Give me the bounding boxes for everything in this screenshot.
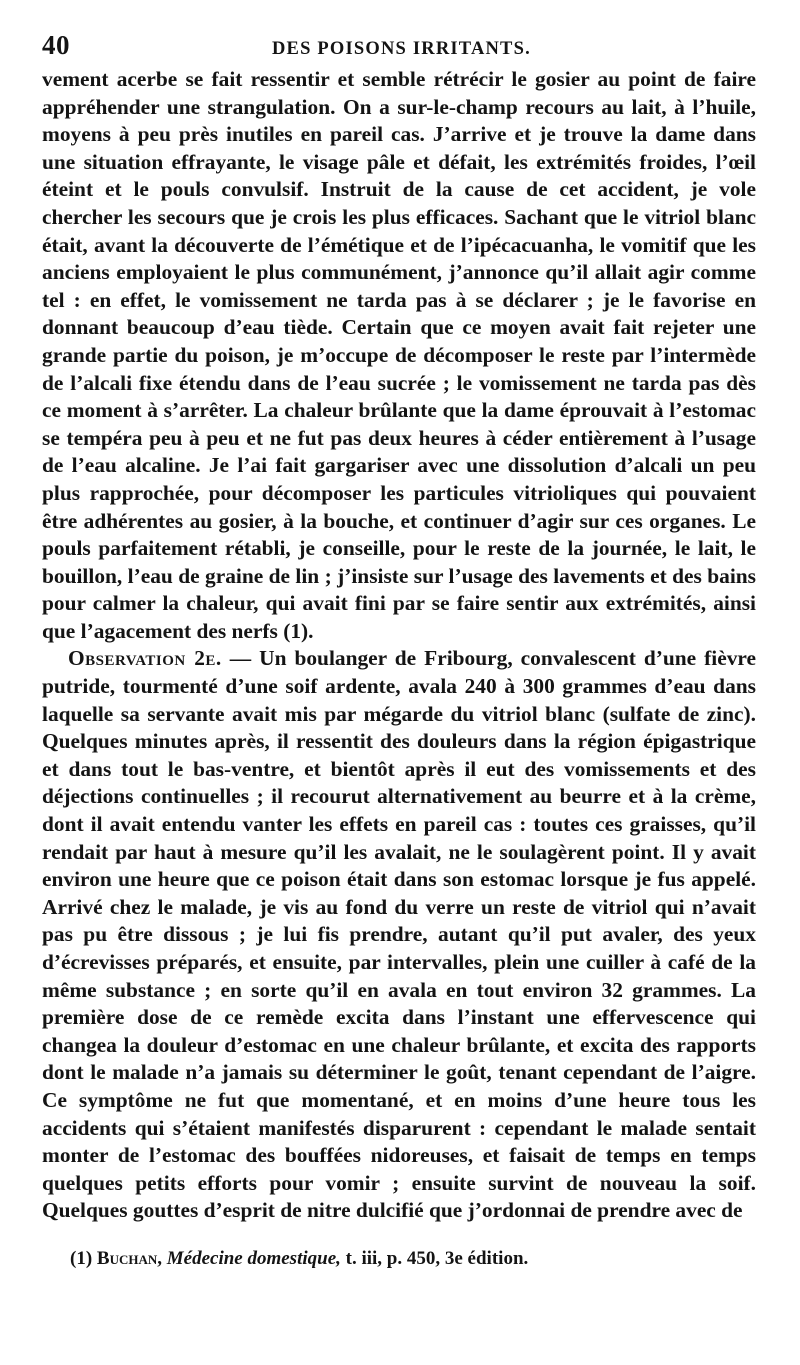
footnote-author: Buchan, [96,1247,162,1269]
page-number: 40 [42,30,70,60]
footnote-separator [42,1225,756,1247]
observation-text: — Un boulanger de Fribourg, convalescent d’une fièvre putride, tourmenté d’une soif ardente, avala 240 à 300 grammes d’eau dans laquelle sa servante avait mis par mégarde du vitriol blanc (sulfate de zinc). Quelques minutes après, il ressentit des douleurs dans la région épigastrique et dans tout le bas-ventre, et bientôt après il eut des vomissements et des déjections continuelles ; il recourut alternativement au beurre et à la crème, dont il avait entendu vanter les effets en pareil cas : toutes ces graisses, qu’il rendait par haut à mesure qu’il les avalait, ne le soulagèrent point. Il y avait environ une heure que ce poison était dans son estomac lorsque je fus appelé. Arrivé chez le malade, je vis au fond du verre un reste de vitriol qui n’avait pas pu être dissous ; je lui fis prendre, autant qu’il put avaler, des yeux d’écrevisses préparés, et ensuite, par intervalles, plein une cuiller à café de la même substance ; en sorte qu’il en avala en tout environ 32 grammes. La première dose de ce remède excita dans l’instant une effervescence qui changea la douleur d’estomac en une chaleur brûlante, et excita des rapports dont le malade n’a jamais su déterminer le goût, tenant cependant de l’aigre. Ce symptôme ne fut que momentané, et en moins d’une heure tous les accidents qui s’étaient manifestés disparurent : cependant le malade sentait monter de l’estomac des bouffées nidoreuses, et faisait de temps en temps quelques petits efforts pour vomir ; ensuite survint de nouveau la soif. Quelques gouttes d’esprit de nitre dulcifié que j’ordonnai de prendre avec de [42,646,757,1223]
footnote [42,1247,756,1271]
running-title: DES POISONS IRRITANTS. [272,39,531,59]
footnote-marker: (1) [70,1247,93,1269]
footnote-work: Médecine domestique, [166,1247,341,1269]
running-head [42,30,756,66]
observation-heading: Observation 2e. [68,646,222,671]
paragraph-continued: vement acerbe se fait ressentir et semble rétrécir le gosier au point de faire appréhender une strangulation. On a sur-le-champ recours au lait, à l’huile, moyens à peu près inutiles en pareil cas. J’arrive et je trouve la dame dans une situation effrayante, le visage pâle et défait, les extrémités froides, l’œil éteint et le pouls convulsif. Instruit de la cause de cet accident, je vole chercher les secours que je crois les plus efficaces. Sachant que le vitriol blanc était, avant la découverte de l’émétique et de l’ipécacuanha, le vomitif que les anciens employaient le plus communément, j’annonce qu’il allait agir comme tel : en effet, le vomissement ne tarda pas à se déclarer ; je le favorise en donnant beaucoup d’eau tiède. Certain que ce moyen avait fait rejeter une grande partie du poison, je m’occupe de décomposer le reste par l’intermède de l’alcali fixe étendu dans de l’eau sucrée ; le vomissement ne tarda pas dès ce moment à s’arrêter. La chaleur brûlante que la dame éprouvait à l’estomac se tempéra peu à peu et ne fut pas deux heures à céder entièrement à l’usage de l’eau alcaline. Je l’ai fait gargariser avec une dissolution d’alcali un peu plus rapprochée, pour décomposer les particules vitrioliques qui pouvaient être adhérentes au gosier, à la bouche, et continuer d’agir sur ces organes. Le pouls parfaitement rétabli, je conseille, pour le reste de la journée, le lait, le bouillon, l’eau de graine de lin ; j’insiste sur l’usage des lavements et des bains pour calmer la chaleur, qui avait fini par se faire sentir aux extrémités, ainsi que l’agacement des nerfs (1). [42,67,756,643]
footnote-reference: t. iii, p. 450, 3e édition. [345,1247,529,1269]
paragraph-observation-2 [42,645,756,1224]
body-text [42,66,756,1225]
